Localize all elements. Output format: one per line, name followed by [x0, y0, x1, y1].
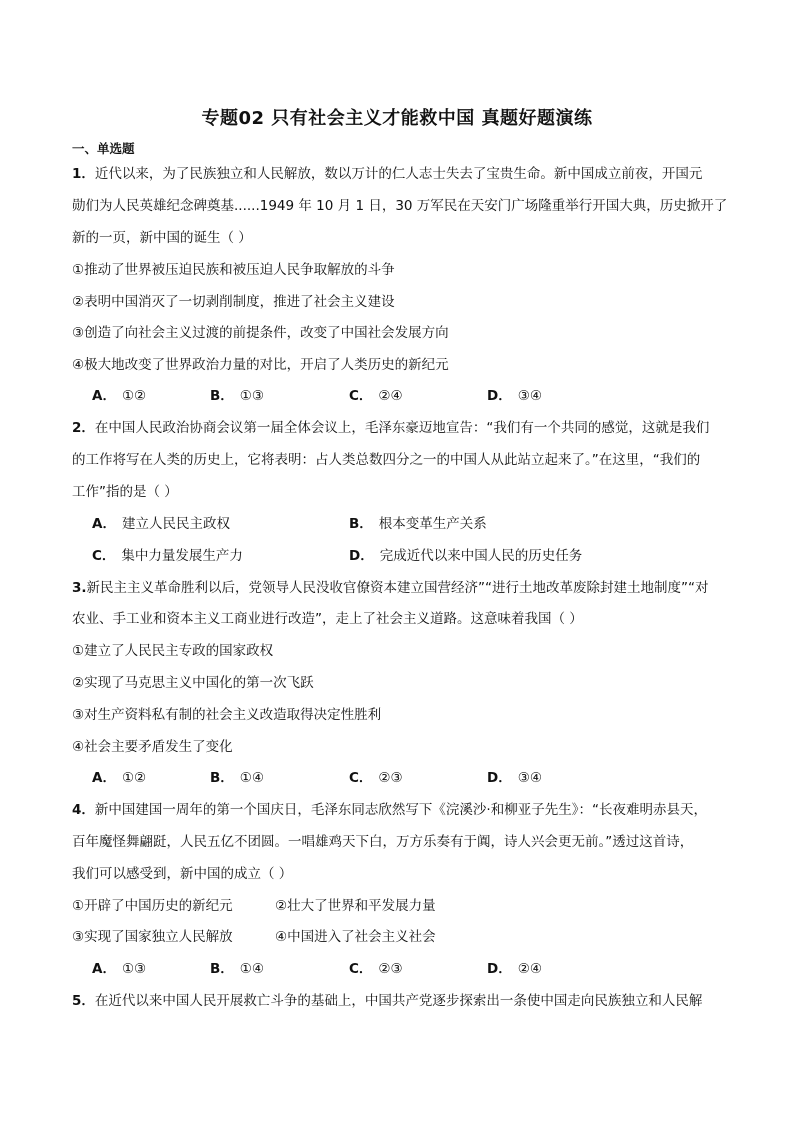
option-c[interactable]: C． 集中力量发展生产力 — [92, 548, 243, 564]
option-a[interactable]: A． ①② — [92, 388, 147, 404]
statement: ①建立了人民民主专政的国家政权 — [72, 643, 274, 659]
question-4-line-1: 4．新中国建国一周年的第一个国庆日，毛泽东同志欣然写下《浣溪沙·和柳亚子先生》：“长夜难明赤县天， — [72, 802, 707, 818]
option-d[interactable]: D． ③④ — [487, 770, 542, 786]
statement: ②壮大了世界和平发展力量 — [275, 898, 436, 914]
question-2-line-1: 2．在中国人民政治协商会议第一届全体会议上，毛泽东豪迈地宣告：“我们有一个共同的感觉，这就是我们 — [72, 420, 710, 436]
option-d[interactable]: D． 完成近代以来中国人民的历史任务 — [349, 548, 583, 564]
question-number: 4． — [72, 802, 95, 818]
question-4-line-3: 我们可以感受到，新中国的成立（ ） — [72, 866, 293, 882]
option-c[interactable]: C． ②③ — [349, 961, 403, 977]
option-b[interactable]: B． ①④ — [210, 961, 265, 977]
option-a[interactable]: A． 建立人民民主政权 — [92, 516, 230, 532]
question-3-line-1: 3.新民主主义革命胜利以后，党领导人民没收官僚资本建立国营经济”“进行土地改革废除封建土地制度”“对 — [72, 580, 709, 596]
option-b[interactable]: B． ①④ — [210, 770, 265, 786]
question-number: 3. — [72, 580, 87, 596]
question-number: 2． — [72, 420, 95, 436]
question-1-line-1: 1．近代以来，为了民族独立和人民解放，数以万计的仁人志士失去了宝贵生命。新中国成立前夜，开国元 — [72, 166, 703, 182]
option-d[interactable]: D． ②④ — [487, 961, 542, 977]
statement: ④中国进入了社会主义社会 — [275, 929, 436, 945]
question-1-line-3: 新的一页，新中国的诞生（ ） — [72, 230, 252, 246]
statement: ①开辟了中国历史的新纪元 — [72, 898, 233, 914]
section-heading: 一、单选题 — [72, 141, 135, 156]
option-b[interactable]: B． 根本变革生产关系 — [349, 516, 487, 532]
option-a[interactable]: A． ①③ — [92, 961, 147, 977]
option-a[interactable]: A． ①② — [92, 770, 147, 786]
statement: ②实现了马克思主义中国化的第一次飞跃 — [72, 675, 314, 691]
question-4-line-2: 百年魔怪舞翩跹，人民五亿不团圆。一唱雄鸡天下白，万方乐奏有于阗，诗人兴会更无前。”透过这首诗， — [72, 834, 694, 850]
question-5-line-1: 5．在近代以来中国人民开展救亡斗争的基础上，中国共产党逐步探索出一条使中国走向民族独立和人民解 — [72, 993, 703, 1009]
statement: ③创造了向社会主义过渡的前提条件，改变了中国社会发展方向 — [72, 325, 449, 341]
statement: ①推动了世界被压迫民族和被压迫人民争取解放的斗争 — [72, 262, 395, 278]
statement: ④极大地改变了世界政治力量的对比，开启了人类历史的新纪元 — [72, 357, 449, 373]
option-c[interactable]: C． ②③ — [349, 770, 403, 786]
question-2-line-2: 的工作将写在人类的历史上，它将表明：占人类总数四分之一的中国人从此站立起来了。”在这里，“我们的 — [72, 452, 701, 468]
statement: ③对生产资料私有制的社会主义改造取得决定性胜利 — [72, 707, 382, 723]
statement: ②表明中国消灭了一切剥削制度，推进了社会主义建设 — [72, 294, 395, 310]
statement: ④社会主要矛盾发生了变化 — [72, 739, 233, 755]
statement: ③实现了国家独立人民解放 — [72, 929, 233, 945]
question-1-line-2: 勋们为人民英雄纪念碑奠基......1949 年 10 月 1 日，30 万军民在天安门广场隆重举行开国大典，历史掀开了 — [72, 198, 728, 214]
option-b[interactable]: B． ①③ — [210, 388, 265, 404]
option-d[interactable]: D． ③④ — [487, 388, 542, 404]
question-number: 1． — [72, 166, 95, 182]
question-number: 5． — [72, 993, 95, 1009]
page-title: 专题02 只有社会主义才能救中国 真题好题演练 — [201, 108, 593, 129]
question-2-line-3: 工作”指的是（ ） — [72, 484, 178, 500]
option-c[interactable]: C． ②④ — [349, 388, 403, 404]
question-3-line-2: 农业、手工业和资本主义工商业进行改造”，走上了社会主义道路。这意味着我国（ ） — [72, 611, 583, 627]
